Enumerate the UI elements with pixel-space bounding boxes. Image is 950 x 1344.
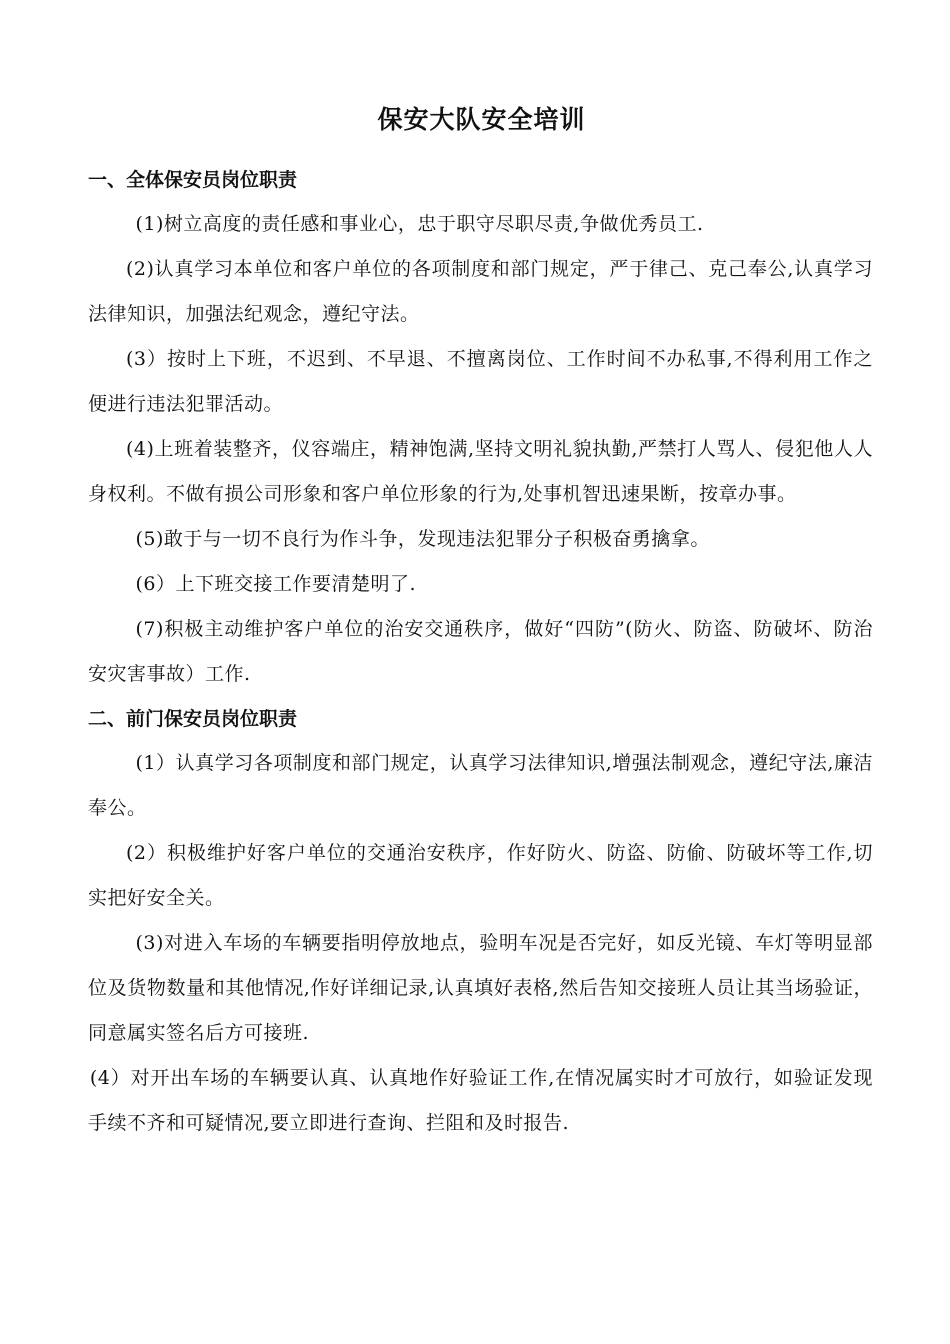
section-1 xyxy=(88,158,873,697)
section-2-paragraph-4: (4）对开出车场的车辆要认真、认真地作好验证工作,在情况属实时才可放行，如验证发现手续不齐和可疑情况,要立即进行查询、拦阻和及时报告. xyxy=(88,1067,873,1134)
section-1-paragraph-1: (1)树立高度的责任感和事业心，忠于职守尽职尽责,争做优秀员工. xyxy=(135,213,704,235)
section-2-paragraph-3: (3)对进入车场的车辆要指明停放地点，验明车况是否完好，如反光镜、车灯等明显部位及货物数量和其他情况,作好详细记录,认真填好表格,然后告知交接班人员让其当场验证，同意属实签名后方可接班. xyxy=(88,932,873,1044)
section-1-paragraph-7: (7)积极主动维护客户单位的治安交通秩序，做好“四防”(防火、防盗、防破坏、防治安灾害事故）工作. xyxy=(88,618,873,685)
section-1-paragraph-2: (2)认真学习本单位和客户单位的各项制度和部门规定，严于律己、克己奉公,认真学习法律知识，加强法纪观念，遵纪守法。 xyxy=(88,258,873,325)
document-body xyxy=(88,96,873,1146)
section-1-heading: 一、全体保安员岗位职责 xyxy=(88,169,298,191)
section-2-paragraph-1: (1）认真学习各项制度和部门规定，认真学习法律知识,增强法制观念，遵纪守法,廉洁奉公。 xyxy=(88,752,873,819)
section-1-paragraph-4: (4)上班着装整齐，仪容端庄，精神饱满,坚持文明礼貌执勤,严禁打人骂人、侵犯他人人身权利。不做有损公司形象和客户单位形象的行为,处事机智迅速果断，按章办事。 xyxy=(88,438,873,505)
section-2 xyxy=(88,697,873,1146)
section-2-paragraph-2: (2）积极维护好客户单位的交通治安秩序，作好防火、防盗、防偷、防破坏等工作,切实把好安全关。 xyxy=(88,842,873,909)
section-1-paragraph-6: (6）上下班交接工作要清楚明了. xyxy=(135,573,417,595)
section-2-heading: 二、前门保安员岗位职责 xyxy=(88,708,298,730)
section-1-paragraph-3: (3）按时上下班，不迟到、不早退、不擅离岗位、工作时间不办私事,不得利用工作之便进行违法犯罪活动。 xyxy=(88,348,873,415)
document-title: 保安大队安全培训 xyxy=(377,105,586,134)
section-1-paragraph-5: (5)敢于与一切不良行为作斗争，发现违法犯罪分子积极奋勇擒拿。 xyxy=(135,528,710,550)
